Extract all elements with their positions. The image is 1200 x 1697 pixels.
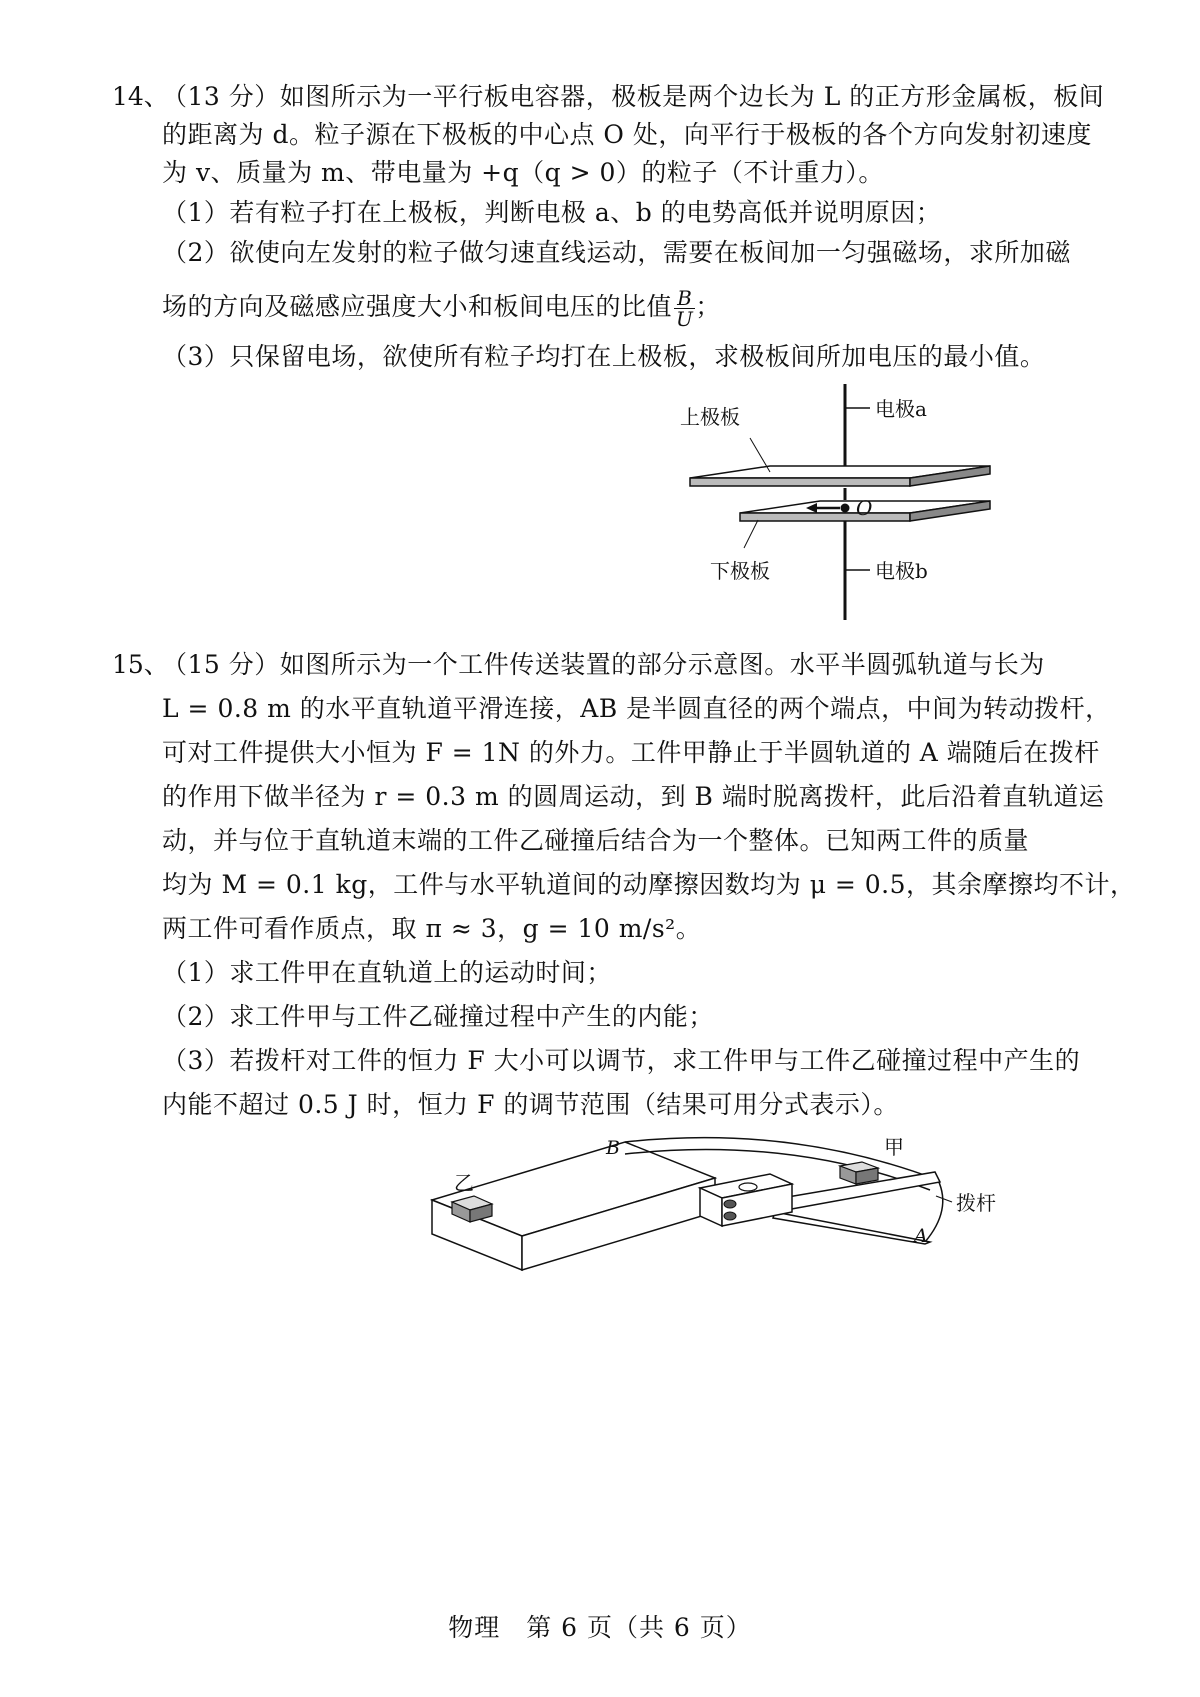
question-text-line: （13 分）如图所示为一平行板电容器，极板是两个边长为 L 的正方形金属板，板间 [162,82,1105,111]
subquestion-2: （2）求工件甲与工件乙碰撞过程中产生的内能； [162,1002,714,1031]
question-text-line: 动，并与位于直轨道末端的工件乙碰撞后结合为一个整体。已知两工件的质量 [162,826,1030,855]
electrode-b-label: 电极b [875,559,928,583]
lower-plate-label: 下极板 [710,559,770,583]
subquestion-3-cont: 内能不超过 0.5 J 时，恒力 F 的调节范围（结果可用分式表示）。 [162,1090,899,1119]
subquestion-2-cont [162,288,721,329]
conveyor-figure [430,1130,1030,1290]
label-yi: 乙 [454,1171,474,1195]
question-text-line: L = 0.8 m 的水平直轨道平滑连接，AB 是半圆直径的两个端点，中间为转动拨杆， [162,694,1111,723]
label-a: A [914,1225,928,1247]
capacitor-figure [680,380,1020,630]
question-text-line: 的距离为 d。粒子源在下极板的中心点 O 处，向平行于极板的各个方向发射初速度 [162,120,1092,149]
question-text-line: 两工件可看作质点，取 π ≈ 3，g = 10 m/s²。 [162,914,702,943]
page-footer: 物理 第 6 页（共 6 页） [448,1613,752,1642]
fraction-suffix: ； [695,292,721,321]
subquestion-1: （1）若有粒子打在上极板，判断电极 a、b 的电势高低并说明原因； [162,198,942,227]
label-jia: 甲 [884,1135,904,1159]
subquestion-1: （1）求工件甲在直轨道上的运动时间； [162,958,612,987]
subquestion-3: （3）只保留电场，欲使所有粒子均打在上极板，求极板间所加电压的最小值。 [162,342,1046,371]
electrode-a-label: 电极a [875,397,927,421]
question-text-line: 均为 M = 0.1 kg，工件与水平轨道间的动摩擦因数均为 μ = 0.5，其余摩擦均不计， [162,870,1136,899]
fraction-b-over-u [674,288,695,329]
question-number: 15、 [112,650,169,679]
subquestion-3: （3）若拨杆对工件的恒力 F 大小可以调节，求工件甲与工件乙碰撞过程中产生的 [162,1046,1081,1075]
upper-plate-label: 上极板 [680,405,740,429]
question-text-line: 为 v、质量为 m、带电量为 +q（q > 0）的粒子（不计重力）。 [162,158,884,187]
question-number: 14、 [112,82,169,111]
label-lever: 拨杆 [956,1191,996,1215]
fraction-numerator: B [674,288,695,309]
question-text-line: （15 分）如图所示为一个工件传送装置的部分示意图。水平半圆弧轨道与长为 [162,650,1045,679]
point-o-label: O [856,496,873,520]
fraction-denominator: U [676,307,694,331]
question-text-line: 可对工件提供大小恒为 F = 1N 的外力。工件甲静止于半圆轨道的 A 端随后在拨杆 [162,738,1100,767]
question-text-line: 场的方向及磁感应强度大小和板间电压的比值 [162,292,673,321]
subquestion-2: （2）欲使向左发射的粒子做匀速直线运动，需要在板间加一匀强磁场，求所加磁 [162,238,1071,267]
label-b: B [606,1137,620,1159]
question-text-line: 的作用下做半径为 r = 0.3 m 的圆周运动，到 B 端时脱离拨杆，此后沿着直轨道运 [162,782,1105,811]
